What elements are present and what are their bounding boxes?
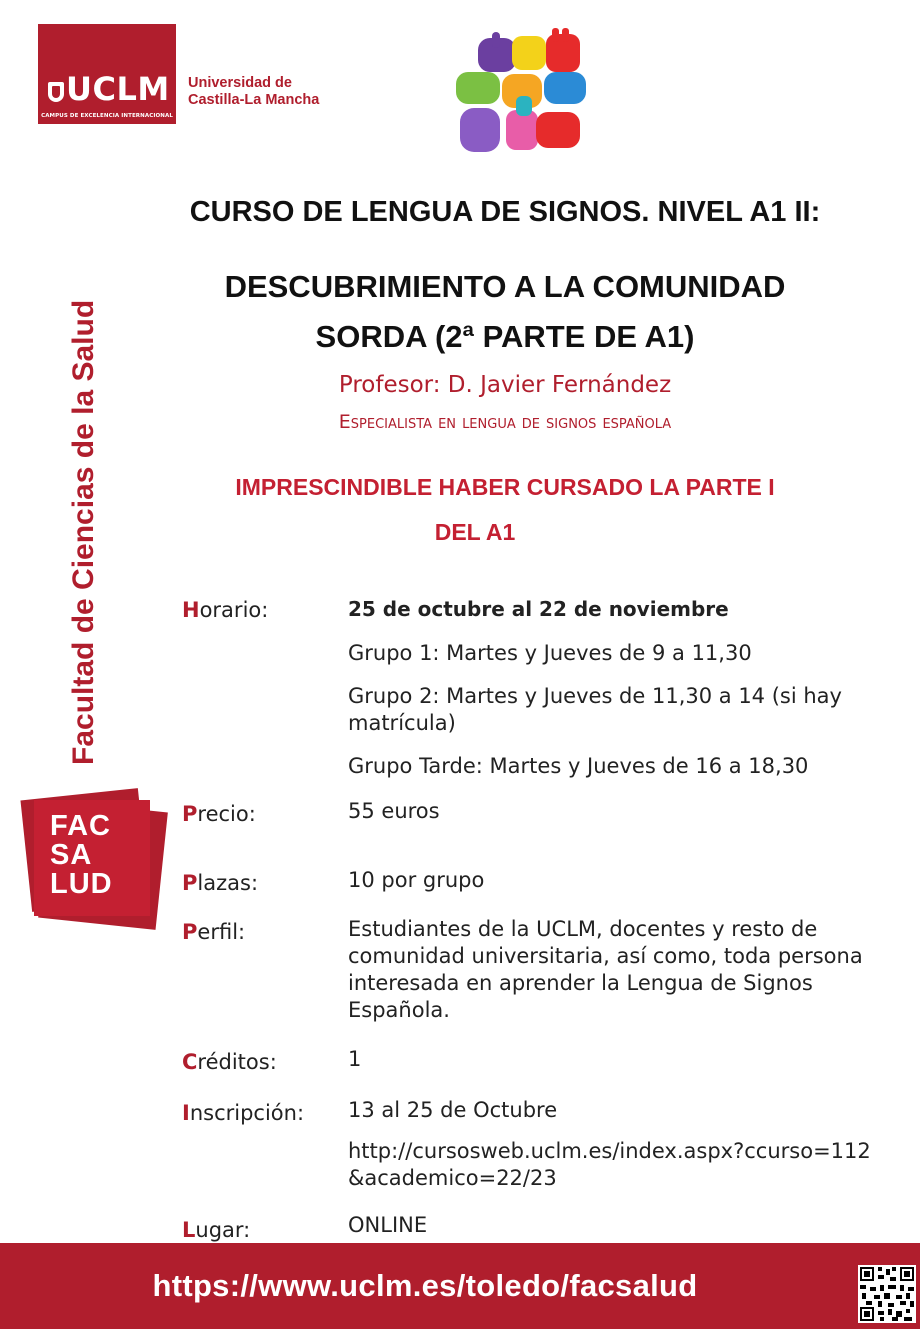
course-subtitle-line2: SORDA (2ª PARTE DE A1) xyxy=(315,319,695,354)
lugar-label xyxy=(182,1218,250,1242)
horario-dates: 25 de octubre al 22 de noviembre xyxy=(348,597,729,621)
creditos-label-initial: C xyxy=(182,1050,198,1074)
inscripcion-link[interactable]: http://cursosweb.uclm.es/index.aspx?ccurso=112&academico=22/23 xyxy=(348,1139,871,1190)
sign-language-hands-icon xyxy=(452,28,592,158)
facsalud-line1: FAC xyxy=(50,810,111,842)
creditos-value: 1 xyxy=(348,1047,362,1071)
professor: Profesor: D. Javier Fernández xyxy=(338,372,672,398)
horario-grupo2: Grupo 2: Martes y Jueves de 11,30 a 14 (si hay matrícula) xyxy=(348,684,842,735)
campus-tagline: CAMPUS DE EXCELENCIA INTERNACIONAL xyxy=(41,113,173,119)
university-line2: Castilla-La Mancha xyxy=(188,92,320,108)
inscripcion-label xyxy=(182,1101,304,1125)
facsalud-line3: LUD xyxy=(50,868,113,900)
perfil-label xyxy=(182,920,245,944)
perfil-value: Estudiantes de la UCLM, docentes y resto de comunidad universitaria, así como, toda persona interesada en aprender la Lengua de Signos Española. xyxy=(348,917,863,1022)
perfil-label-initial: P xyxy=(182,920,198,944)
university-name xyxy=(188,75,319,109)
uclm-shield-icon xyxy=(48,82,64,102)
uclm-brand: UCLM xyxy=(66,70,170,108)
lugar-label-initial: L xyxy=(182,1218,196,1242)
specialty-text: Especialista en lengua de signos española xyxy=(338,411,672,433)
precio-label-initial: P xyxy=(182,802,198,826)
horario-grupo1: Grupo 1: Martes y Jueves de 9 a 11,30 xyxy=(348,641,752,665)
precio-label-rest: recio: xyxy=(197,802,256,826)
university-line1: Universidad de xyxy=(188,75,292,91)
qr-code-icon[interactable] xyxy=(858,1265,916,1323)
plazas-label-rest: lazas: xyxy=(197,871,259,895)
inscripcion-label-rest: nscripción: xyxy=(189,1101,305,1125)
precio-value: 55 euros xyxy=(348,799,440,823)
plazas-label xyxy=(182,871,258,895)
perfil-label-rest: erfil: xyxy=(197,920,246,944)
course-title: CURSO DE LENGUA DE SIGNOS. NIVEL A1 II: xyxy=(189,196,821,228)
inscripcion-dates: 13 al 25 de Octubre xyxy=(348,1098,558,1122)
horario-label xyxy=(182,598,268,622)
specialty xyxy=(100,411,910,433)
requirement-line1: IMPRESCINDIBLE HABER CURSADO LA PARTE I xyxy=(235,474,775,500)
horario-grupo-tarde: Grupo Tarde: Martes y Jueves de 16 a 18,30 xyxy=(348,754,809,778)
facsalud-text xyxy=(50,812,113,899)
horario-label-rest: orario: xyxy=(199,598,269,622)
creditos-label xyxy=(182,1050,277,1074)
lugar-label-rest: ugar: xyxy=(195,1218,251,1242)
creditos-label-rest: réditos: xyxy=(197,1050,277,1074)
facsalud-line2: SA xyxy=(50,839,93,871)
footer-link[interactable]: https://www.uclm.es/toledo/facsalud xyxy=(152,1268,698,1303)
horario-label-initial: H xyxy=(182,598,200,622)
precio-label xyxy=(182,802,256,826)
course-subtitle-line1: DESCUBRIMIENTO A LA COMUNIDAD xyxy=(224,269,786,304)
inscripcion-label-initial: I xyxy=(182,1101,190,1125)
requirement-line2: DEL A1 xyxy=(434,519,516,545)
plazas-label-initial: P xyxy=(182,871,198,895)
faculty-title: Facultad de Ciencias de la Salud xyxy=(67,299,100,765)
lugar-value: ONLINE xyxy=(348,1213,428,1237)
course-subtitle xyxy=(100,262,910,362)
plazas-value: 10 por grupo xyxy=(348,868,485,892)
